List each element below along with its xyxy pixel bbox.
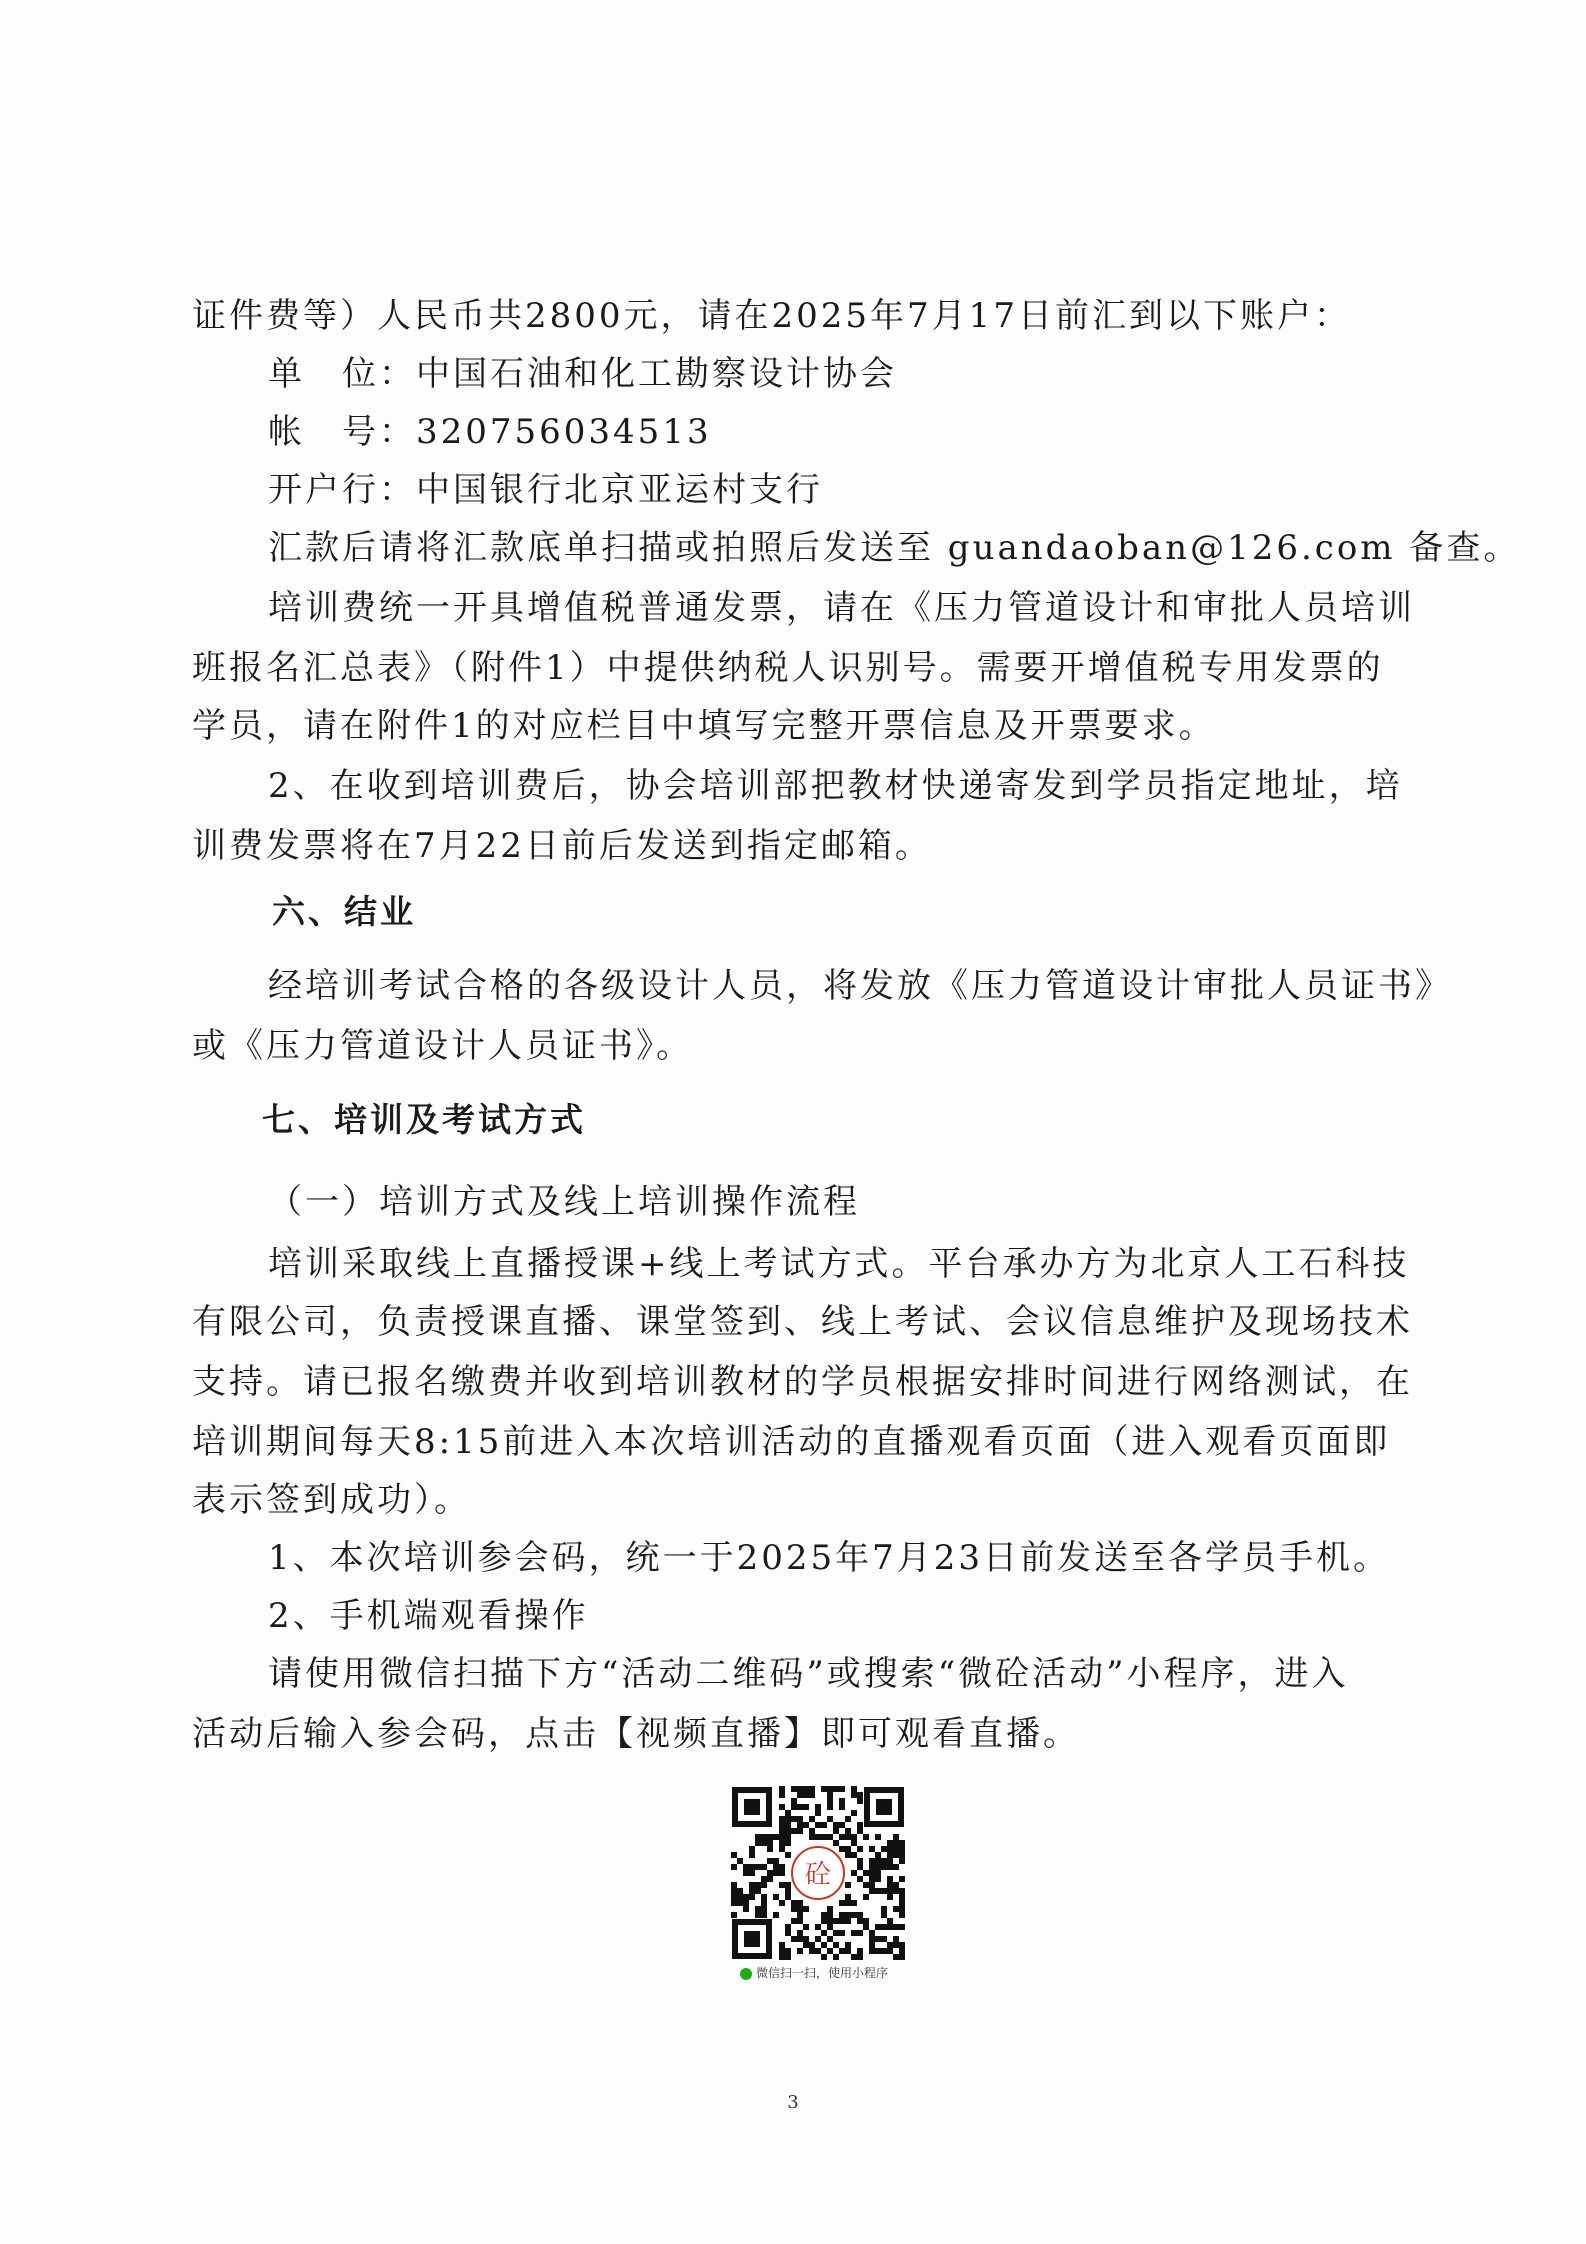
section-heading-training-exam: 七、培训及考试方式	[262, 1100, 586, 1139]
body-line: 请使用微信扫描下方“活动二维码”或搜索“微砼活动”小程序，进入	[268, 1654, 1349, 1694]
section-heading-completion: 六、结业	[272, 892, 416, 931]
subsection-heading: （一）培训方式及线上培训操作流程	[268, 1182, 860, 1222]
activity-qr-code	[730, 1785, 906, 1961]
body-line: 活动后输入参会码，点击【视频直播】即可观看直播。	[192, 1714, 1080, 1754]
body-line: 汇款后请将汇款底单扫描或拍照后发送至 guandaoban@126.com 备查。	[268, 528, 1521, 568]
page-number: 3	[787, 2092, 799, 2113]
qr-caption	[740, 1962, 888, 1984]
body-line: 或《压力管道设计人员证书》。	[192, 1026, 693, 1066]
body-line: 开户行：中国银行北京亚运村支行	[268, 470, 823, 510]
body-line: 学员，请在附件1的对应栏目中填写完整开票信息及开票要求。	[192, 706, 1216, 746]
body-line: 有限公司，负责授课直播、课堂签到、线上考试、会议信息维护及现场技术	[192, 1302, 1413, 1342]
wechat-icon	[740, 1968, 752, 1980]
qr-caption-text: 微信扫一扫，使用小程序	[756, 1966, 889, 1980]
body-line: 单 位：中国石油和化工勘察设计协会	[268, 354, 897, 394]
body-line: 培训采取线上直播授课+线上考试方式。平台承办方为北京人工石科技	[268, 1244, 1410, 1284]
body-line: 班报名汇总表》（附件1）中提供纳税人识别号。需要开增值税专用发票的	[192, 648, 1384, 688]
body-line: 培训期间每天8:15前进入本次培训活动的直播观看页面（进入观看页面即	[192, 1422, 1391, 1462]
body-line: 表示签到成功）。	[192, 1480, 471, 1520]
body-line: 2、在收到培训费后，协会培训部把教材快递寄发到学员指定地址，培	[268, 766, 1403, 806]
body-line: 帐 号：320756034513	[268, 412, 712, 452]
body-line: 支持。请已报名缴费并收到培训教材的学员根据安排时间进行网络测试，在	[192, 1362, 1413, 1402]
body-line: 2、手机端观看操作	[268, 1596, 589, 1636]
body-line: 经培训考试合格的各级设计人员，将发放《压力管道设计审批人员证书》	[268, 966, 1452, 1006]
qr-center-glyph: 砼	[804, 1860, 832, 1890]
body-line: 培训费统一开具增值税普通发票，请在《压力管道设计和审批人员培训	[268, 588, 1415, 628]
body-line: 训费发票将在7月22日前后发送到指定邮箱。	[192, 826, 932, 866]
body-line: 1、本次培训参会码，统一于2025年7月23日前发送至各学员手机。	[268, 1538, 1391, 1578]
body-line: 证件费等）人民币共2800元，请在2025年7月17日前汇到以下账户：	[192, 296, 1351, 336]
